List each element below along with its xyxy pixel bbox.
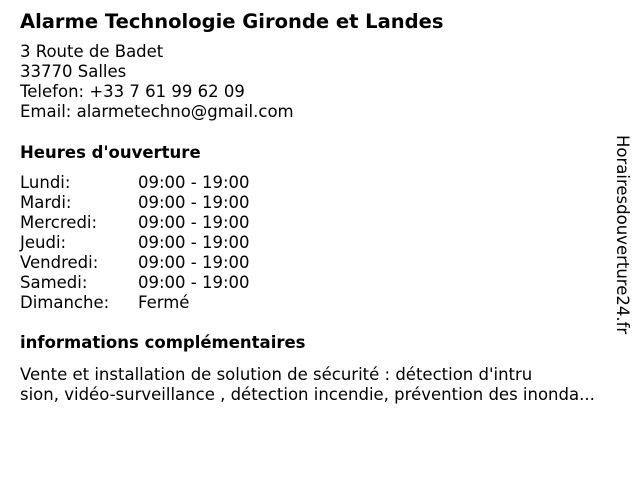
hours-heading: Heures d'ouverture [20, 143, 201, 162]
day-time: 09:00 - 19:00 [138, 193, 250, 212]
hours-row [20, 173, 620, 193]
day-label: Mercredi: [20, 213, 98, 232]
phone-line: Telefon: +33 7 61 99 62 09 [20, 82, 245, 101]
description-line-2: sion, vidéo-surveillance , détection incendie, prévention des inonda... [20, 385, 595, 404]
day-time: 09:00 - 19:00 [138, 273, 250, 292]
hours-row [20, 253, 620, 273]
hours-row [20, 193, 620, 213]
day-time: Fermé [138, 293, 190, 312]
business-card [20, 10, 620, 405]
hours-row [20, 293, 620, 313]
site-watermark: Horairesdouverture24.fr [613, 135, 632, 335]
day-time: 09:00 - 19:00 [138, 173, 250, 192]
day-label: Mardi: [20, 193, 72, 212]
hours-row [20, 273, 620, 293]
day-label: Samedi: [20, 273, 88, 292]
email-line: Email: alarmetechno@gmail.com [20, 102, 294, 121]
day-time: 09:00 - 19:00 [138, 253, 250, 272]
day-time: 09:00 - 19:00 [138, 213, 250, 232]
info-heading: informations complémentaires [20, 333, 306, 352]
address-street: 3 Route de Badet [20, 42, 164, 61]
day-label: Dimanche: [20, 293, 110, 312]
day-label: Vendredi: [20, 253, 99, 272]
description-line-1: Vente et installation de solution de sécurité : détection d'intru [20, 365, 533, 384]
hours-row [20, 213, 620, 233]
day-time: 09:00 - 19:00 [138, 233, 250, 252]
business-name: Alarme Technologie Gironde et Landes [20, 10, 444, 33]
day-label: Lundi: [20, 173, 71, 192]
hours-row [20, 233, 620, 253]
hours-table [20, 173, 620, 313]
day-label: Jeudi: [20, 233, 67, 252]
address-city: 33770 Salles [20, 62, 127, 81]
